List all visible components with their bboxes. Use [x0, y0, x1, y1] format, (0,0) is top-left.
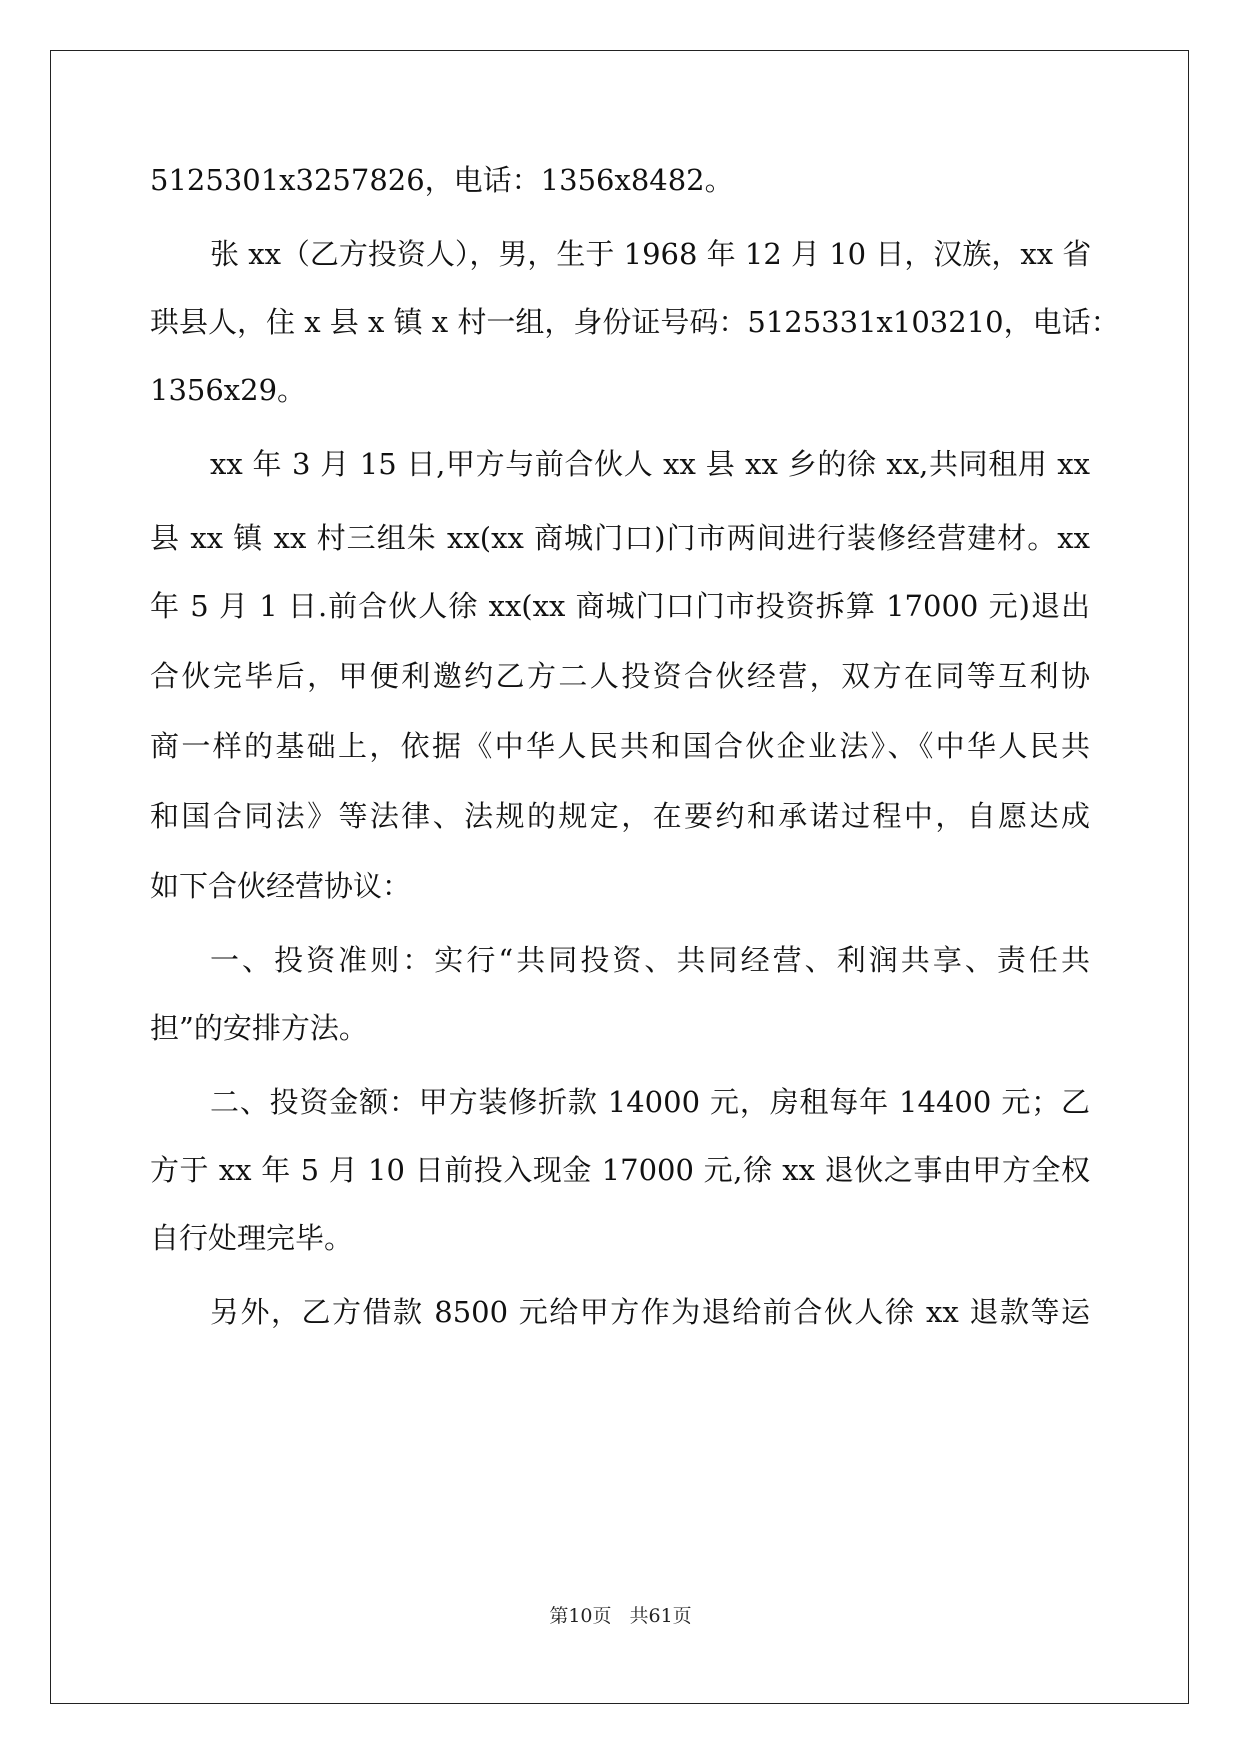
text-line: 自行处理完毕。 — [150, 1221, 354, 1255]
text-line: 1356x29。 — [150, 373, 307, 407]
text-line: 如下合伙经营协议： — [150, 869, 412, 903]
page-number: 第10页 — [549, 1605, 612, 1627]
text-line: 年 5 月 1 日.前合伙人徐 xx(xx 商城门口门市投资拆算 17000 元)退出 — [150, 589, 1090, 623]
text-line: 一、投资准则：实行“共同投资、共同经营、利润共享、责任共 — [210, 943, 1090, 977]
text-line: 县 xx 镇 xx 村三组朱 xx(xx 商城门口)门市两间进行装修经营建材。xx — [150, 521, 1090, 555]
text-line: xx 年 3 月 15 日,甲方与前合伙人 xx 县 xx 乡的徐 xx,共同租用 xx — [210, 447, 1090, 481]
text-line: 和国合同法》等法律、法规的规定，在要约和承诺过程中，自愿达成 — [150, 799, 1090, 833]
text-line: 张 xx（乙方投资人），男，生于 1968 年 12 月 10 日，汉族，xx 省 — [210, 237, 1092, 271]
text-line: 商一样的基础上，依据《中华人民共和国合伙企业法》、《中华人民共 — [150, 729, 1090, 763]
page-footer — [0, 1604, 1241, 1628]
text-line: 另外，乙方借款 8500 元给甲方作为退给前合伙人徐 xx 退款等运 — [210, 1295, 1090, 1329]
text-line: 方于 xx 年 5 月 10 日前投入现金 17000 元,徐 xx 退伙之事由甲方全权 — [150, 1153, 1090, 1187]
total-pages: 共61页 — [629, 1605, 692, 1627]
text-line: 二、投资金额：甲方装修折款 14000 元，房租每年 14400 元；乙 — [210, 1085, 1090, 1119]
text-line: 5125301x3257826，电话：1356x8482。 — [150, 163, 734, 197]
text-line: 合伙完毕后，甲便利邀约乙方二人投资合伙经营，双方在同等互利协 — [150, 659, 1090, 693]
text-line: 珙县人，住 x 县 x 镇 x 村一组，身份证号码：5125331x103210，电话： — [150, 305, 1120, 339]
text-line: 担”的安排方法。 — [150, 1011, 368, 1045]
